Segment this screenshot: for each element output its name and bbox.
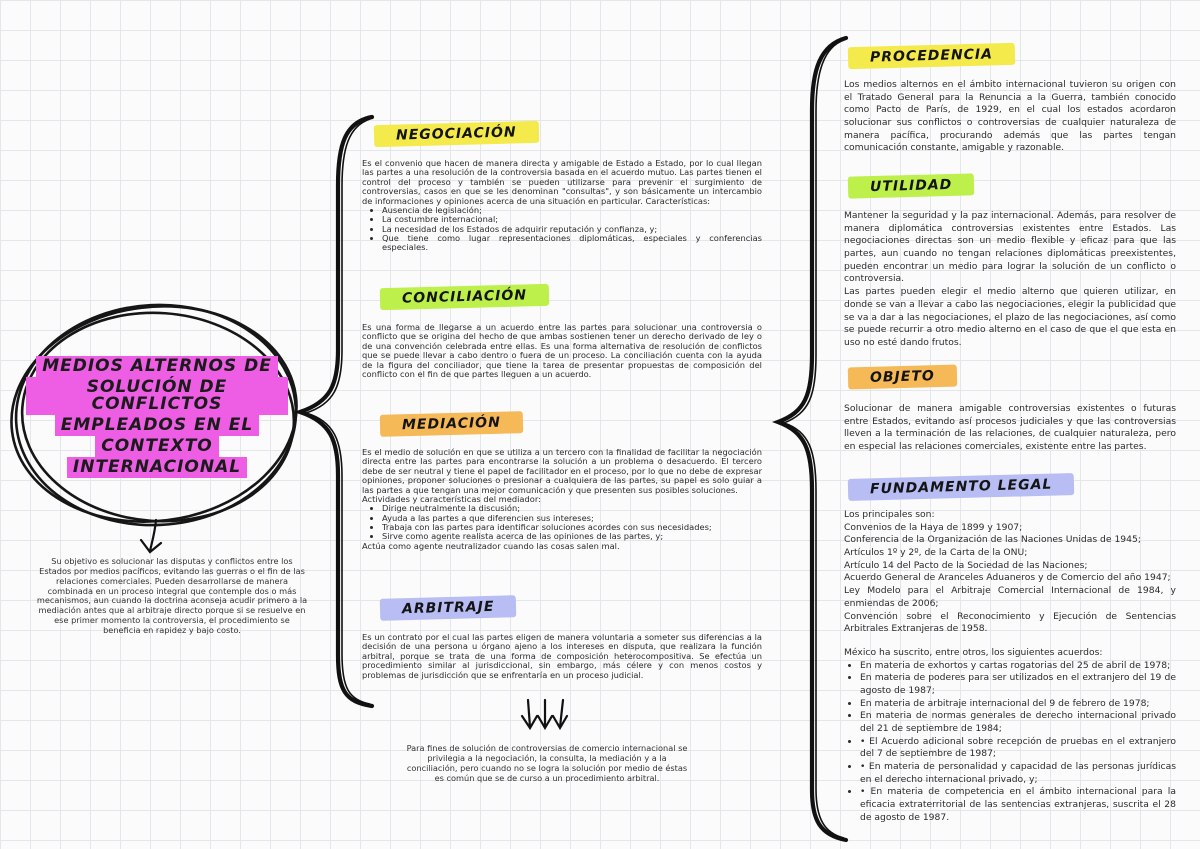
procedencia-section [844, 79, 1176, 155]
list-item: • Sirve como agente realista acerca de las opiniones de las partes, y; [382, 532, 762, 541]
utilidad-section [844, 210, 1176, 350]
title-line: SOLUCIÓN DE CONFLICTOS [26, 377, 288, 415]
objeto-section [844, 403, 1176, 454]
conciliacion-heading: CONCILIACIÓN [380, 284, 550, 310]
list-item: • En materia de poderes para ser utilizados en el extranjero del 19 de agosto de 1987; [860, 672, 1176, 697]
negociacion-heading: NEGOCIACIÓN [374, 121, 539, 147]
conciliacion-text: Es una forma de llegarse a un acuerdo entre las partes para solucionar una controversia o conflicto que se origina del hecho de que ambas sostienen tener un derecho derivado de ley o de una convención celebrada entre ellas. Es una forma alternativa de resolución de conflictos que se puede llevar a cabo dentro o fuera de un proceso. La conciliación cuenta con la ayuda de la figura del conciliador, que tiene la tarea de presentar propuestas de composición del conflicto con el fin de que partes lleguen a un acuerdo. [362, 322, 762, 379]
fundamento-line: Conferencia de la Organización de las Naciones Unidas de 1945; [844, 534, 1141, 546]
list-item: • Dirige neutralmente la discusión; [382, 504, 762, 513]
list-item: • La costumbre internacional; [382, 215, 762, 224]
mediacion-list [362, 504, 762, 542]
utilidad-text-2: Las partes pueden elegir el medio alterno que quieren utilizar, en donde se van a llevar a cabo las negociaciones, elegir la publicidad que se va a dar a las negociaciones, el plazo de las negociaciones, así como se puede recurrir a otro medio alterno en el caso de que el que esta en uso no esté dando frutos. [844, 286, 1176, 348]
fundamento-line: Ley Modelo para el Arbitraje Comercial Internacional de 1984, y enmiendas de 2006; [844, 585, 1176, 609]
list-item: • • En materia de personalidad y capacidad de las personas jurídicas en el derecho internacional privado, y; [860, 761, 1176, 786]
mediacion-after: Actúa como agente neutralizador cuando las cosas salen mal. [362, 540, 620, 551]
fundamento-line: Artículos 1º y 2º, de la Carta de la ONU; [844, 547, 1028, 559]
list-item: • En materia de arbitraje internacional del 9 de febrero de 1978; [860, 698, 1176, 711]
mexico-list [844, 660, 1176, 825]
conciliacion-section [362, 323, 762, 379]
triple-arrow-icon [522, 700, 567, 728]
mediacion-text: Es el medio de solución en que se utiliza a un tercero con la finalidad de facilitar la negociación directa entre las partes para encontrarse la solución a un problema o desacuerdo. El tercero debe de ser neutral y tiene el papel de facilitador en el proceso, por lo que no debe de expresar opiniones, proponer soluciones o presionar a cualquiera de las partes, su papel es solo guiar a las partes a que tengan una mejor comunicación y que presenten sus posibles soluciones. [362, 447, 762, 495]
title-line: INTERNACIONAL [67, 457, 247, 478]
objective-box [36, 557, 308, 636]
mediacion-heading: MEDIACIÓN [380, 411, 523, 437]
negociacion-text: Es el convenio que hacen de manera directa y amigable de Estado a Estado, por lo cual llegan las partes a una resolución de la controversia basada en el acuerdo mutuo. Las partes tienen el control del proceso y también se pueden utilizarse para prevenir el surgimiento de controversias, casos en que se les denominan "consultas", y son básicamente un intercambio de informaciones y opiniones acerca de una situación en particular. Características: [362, 158, 762, 206]
fundamento-line: Convenios de la Haya de 1899 y 1907; [844, 521, 1023, 533]
list-item: • La necesidad de los Estados de adquirir reputación y confianza, y; [382, 225, 762, 234]
list-item: • Que tiene como lugar representaciones diplomáticas, especiales y conferencias especiales. [382, 234, 762, 253]
bottom-note: Para fines de solución de controversias de comercio internacional se privilegia a la negociación, la consulta, la mediación y a la conciliación, pero cuando no se logra la solución por medio de éstas es común que se de curso a un procedimiento arbitral. [406, 743, 688, 783]
list-item: • • En materia de competencia en el ámbito internacional para la eficacia extraterritorial de las sentencias extranjeras, suscrita el 28 de agosto de 1987. [860, 786, 1176, 824]
procedencia-heading: PROCEDENCIA [848, 43, 1016, 69]
title-line: MEDIOS ALTERNOS DE [36, 356, 278, 377]
list-item: • En materia de normas generales de derecho internacional privado del 21 de septiembre de 1984; [860, 710, 1176, 735]
main-title [26, 356, 288, 478]
procedencia-text: Los medios alternos en el ámbito internacional tuvieron su origen con el Tratado General para la Renuncia a la Guerra, también conocido como Pacto de París, de 1929, en el cual los estados acordaron solucionar sus conflictos o controversias de cualquier naturaleza de manera pacífica, procurando además que las partes tengan comunicación constante, amigable y razonable. [844, 79, 1176, 154]
utilidad-heading: UTILIDAD [848, 173, 975, 198]
objeto-text: Solucionar de manera amigable controversias existentes o futuras entre Estados, evitando así procesos judiciales y que las controversias lleven a la terminación de las relaciones, de cualquier naturaleza, pero en especial las relaciones comerciales, existente entre las partes. [844, 403, 1176, 453]
mediacion-section [362, 448, 762, 551]
fundamento-line: Convención sobre el Reconocimiento y Ejecución de Sentencias Arbitrales Extranjeras de 1958. [844, 610, 1176, 635]
mediacion-subtitle: Actividades y características del mediador: [362, 493, 541, 504]
arbitraje-heading: ARBITRAJE [380, 595, 517, 621]
title-line: EMPLEADOS EN EL [55, 415, 260, 436]
fundamento-line: Acuerdo General de Aranceles Aduaneros y de Comercio del año 1947; [844, 572, 1171, 584]
objective-text: Su objetivo es solucionar las disputas y conflictos entre los Estados por medios pacíficos, evitando las guerras o el fin de las relaciones comerciales. Pueden desarrollarse de manera combinada en un proceso integral que contemple dos o más mecanismos, aun cuando la doctrina aconseja acudir primero a la mediación antes que al arbitraje directo porque si se resuelve en ese primer momento la controversia, el procedimiento se beneficia en rapidez y bajo costo. [36, 556, 308, 635]
title-line: CONTEXTO [95, 436, 219, 457]
list-item: • Ayuda a las partes a que diferencien sus intereses; [382, 514, 762, 523]
bottom-note-box [406, 744, 688, 783]
mexico-intro: México ha suscrito, entre otros, los siguientes acuerdos: [844, 646, 1103, 658]
fundamento-line: Artículo 14 del Pacto de la Sociedad de las Naciones; [844, 559, 1088, 571]
negociacion-section [362, 159, 762, 253]
objeto-heading: OBJETO [848, 365, 957, 390]
fundamento-intro: Los principales son: [844, 509, 935, 520]
list-item: • • El Acuerdo adicional sobre recepción de pruebas en el extranjero del 7 de septiembre de 1987; [860, 736, 1176, 761]
fundamento-section [844, 509, 1176, 825]
negociacion-list [362, 206, 762, 253]
list-item: • En materia de exhortos y cartas rogatorias del 25 de abril de 1978; [860, 660, 1176, 673]
fundamento-heading: FUNDAMENTO LEGAL [848, 473, 1075, 501]
utilidad-text-1: Mantener la seguridad y la paz internacional. Además, para resolver de manera diplomática controversias existentes entre Estados. Las negociaciones directas son un medio flexible y eficaz para que las partes, aun cuando no tengan relaciones diplomáticas preexistentes, pueden encontrar un medio para lograr la solución de un conflicto o controversia. [844, 210, 1176, 285]
right-brace [778, 38, 846, 840]
list-item: • Trabaja con las partes para identificar soluciones acordes con sus necesidades; [382, 523, 762, 532]
arbitraje-section [362, 633, 762, 680]
arbitraje-text: Es un contrato por el cual las partes eligen de manera voluntaria a someter sus diferencias a la decisión de una persona u órgano ajeno a los intereses en disputa, que realizara la función arbitral, porque se trata de una forma de composición heterocompositiva. Se efectúa un procedimiento similar al jurisdiccional, sin embargo, más célere y con menos costos y problemas de jurisdicción que se enfrentaría en un proceso judicial. [362, 632, 762, 680]
list-item: • Ausencia de legislación; [382, 206, 762, 215]
